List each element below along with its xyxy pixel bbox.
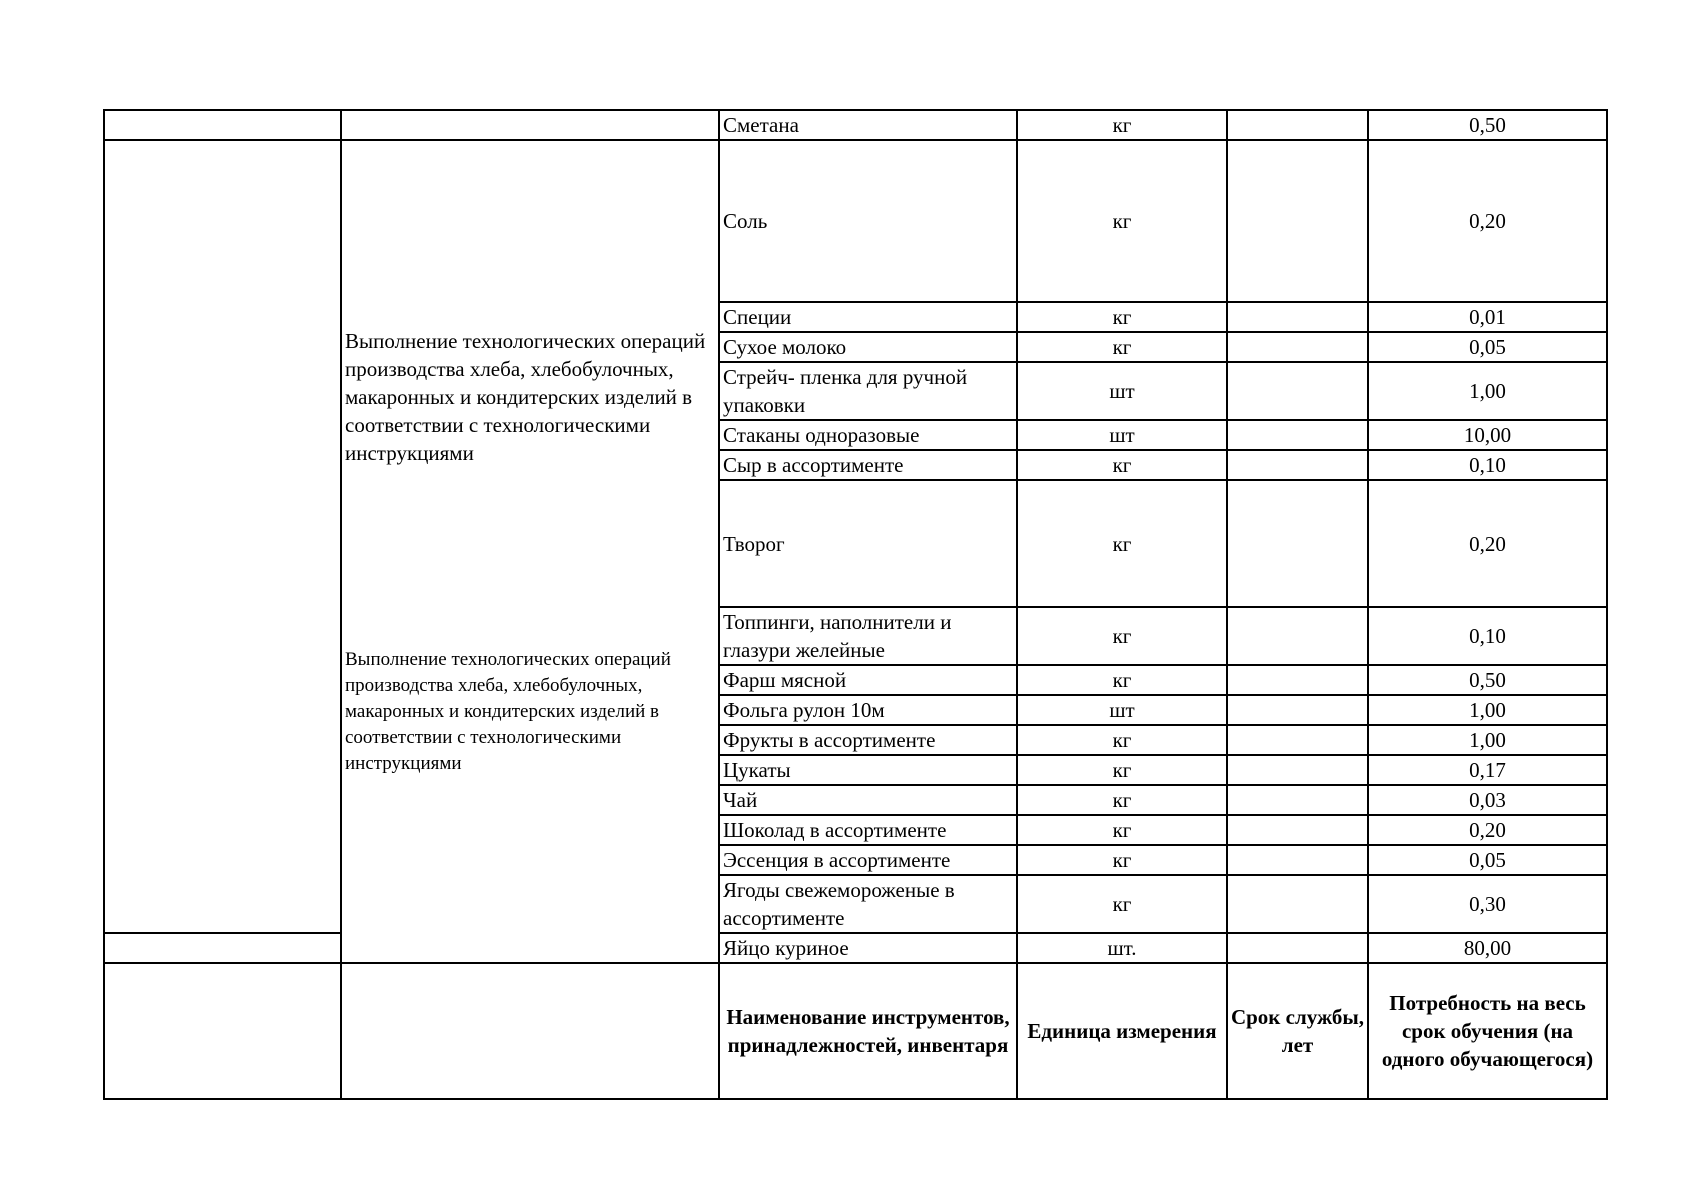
stage-column-header <box>341 963 719 1099</box>
section-column-cell <box>104 933 341 963</box>
item-life <box>1227 362 1368 420</box>
table-row <box>104 110 1607 140</box>
item-life <box>1227 140 1368 302</box>
item-life <box>1227 607 1368 665</box>
item-unit: кг <box>1017 665 1227 695</box>
materials-table <box>103 109 1608 1100</box>
item-unit: шт. <box>1017 933 1227 963</box>
stage-description-second: Выполнение технологических операций производства хлеба, хлебобулочных, макаронных и кондитерских изделий в соответствии с технологическими инструкциями <box>345 649 671 774</box>
item-name: Соль <box>719 140 1017 302</box>
item-need: 1,00 <box>1368 695 1607 725</box>
stage-description-cell <box>341 140 719 963</box>
item-need: 0,05 <box>1368 845 1607 875</box>
item-name: Эссенция в ассортименте <box>719 845 1017 875</box>
table-header-row <box>104 963 1607 1099</box>
item-name: Сыр в ассортименте <box>719 450 1017 480</box>
item-need: 0,10 <box>1368 450 1607 480</box>
item-unit: шт <box>1017 420 1227 450</box>
section-column-header <box>104 963 341 1099</box>
item-need: 0,01 <box>1368 302 1607 332</box>
item-unit: кг <box>1017 845 1227 875</box>
section-column-cell <box>104 110 341 140</box>
item-name: Фарш мясной <box>719 665 1017 695</box>
header-name: Наименование инструментов, принадлежностей, инвентаря <box>719 963 1017 1099</box>
item-unit: кг <box>1017 110 1227 140</box>
item-need: 0,10 <box>1368 607 1607 665</box>
item-unit: кг <box>1017 480 1227 607</box>
header-life: Срок службы, лет <box>1227 963 1368 1099</box>
item-need: 0,30 <box>1368 875 1607 933</box>
header-unit: Единица измерения <box>1017 963 1227 1099</box>
item-name: Чай <box>719 785 1017 815</box>
item-name: Ягоды свежемороженые в ассортименте <box>719 875 1017 933</box>
item-unit: кг <box>1017 755 1227 785</box>
item-name: Стрейч- пленка для ручной упаковки <box>719 362 1017 420</box>
table-row <box>104 140 1607 302</box>
item-life <box>1227 665 1368 695</box>
item-life <box>1227 815 1368 845</box>
item-need: 0,50 <box>1368 110 1607 140</box>
item-life <box>1227 480 1368 607</box>
item-life <box>1227 420 1368 450</box>
item-unit: шт <box>1017 362 1227 420</box>
item-name: Специи <box>719 302 1017 332</box>
item-life <box>1227 755 1368 785</box>
header-need: Потребность на весь срок обучения (на одного обучающегося) <box>1368 963 1607 1099</box>
table-row <box>104 933 1607 963</box>
item-unit: кг <box>1017 140 1227 302</box>
item-name: Стаканы одноразовые <box>719 420 1017 450</box>
item-unit: кг <box>1017 450 1227 480</box>
item-unit: кг <box>1017 785 1227 815</box>
item-life <box>1227 845 1368 875</box>
stage-description-first: Выполнение технологических операций производства хлеба, хлебобулочных, макаронных и кондитерских изделий в соответствии с технологическими инструкциями <box>345 329 706 465</box>
item-name: Творог <box>719 480 1017 607</box>
item-need: 1,00 <box>1368 725 1607 755</box>
item-life <box>1227 933 1368 963</box>
item-need: 0,03 <box>1368 785 1607 815</box>
item-name: Яйцо куриное <box>719 933 1017 963</box>
item-name: Сухое молоко <box>719 332 1017 362</box>
item-need: 0,20 <box>1368 815 1607 845</box>
item-need: 0,20 <box>1368 140 1607 302</box>
item-name: Фольга рулон 10м <box>719 695 1017 725</box>
item-need: 0,17 <box>1368 755 1607 785</box>
section-column-cell <box>104 140 341 933</box>
item-unit: кг <box>1017 725 1227 755</box>
item-life <box>1227 450 1368 480</box>
item-life <box>1227 875 1368 933</box>
item-life <box>1227 302 1368 332</box>
item-need: 10,00 <box>1368 420 1607 450</box>
item-unit: кг <box>1017 815 1227 845</box>
item-unit: кг <box>1017 332 1227 362</box>
item-name: Сметана <box>719 110 1017 140</box>
stage-column-cell <box>341 110 719 140</box>
item-unit: кг <box>1017 302 1227 332</box>
item-life <box>1227 332 1368 362</box>
item-life <box>1227 695 1368 725</box>
item-need: 80,00 <box>1368 933 1607 963</box>
item-life <box>1227 110 1368 140</box>
item-life <box>1227 785 1368 815</box>
item-need: 0,50 <box>1368 665 1607 695</box>
item-life <box>1227 725 1368 755</box>
item-unit: кг <box>1017 875 1227 933</box>
item-need: 0,05 <box>1368 332 1607 362</box>
item-unit: шт <box>1017 695 1227 725</box>
item-need: 1,00 <box>1368 362 1607 420</box>
item-name: Шоколад в ассортименте <box>719 815 1017 845</box>
item-unit: кг <box>1017 607 1227 665</box>
item-name: Фрукты в ассортименте <box>719 725 1017 755</box>
item-name: Цукаты <box>719 755 1017 785</box>
item-name: Топпинги, наполнители и глазури желейные <box>719 607 1017 665</box>
item-need: 0,20 <box>1368 480 1607 607</box>
